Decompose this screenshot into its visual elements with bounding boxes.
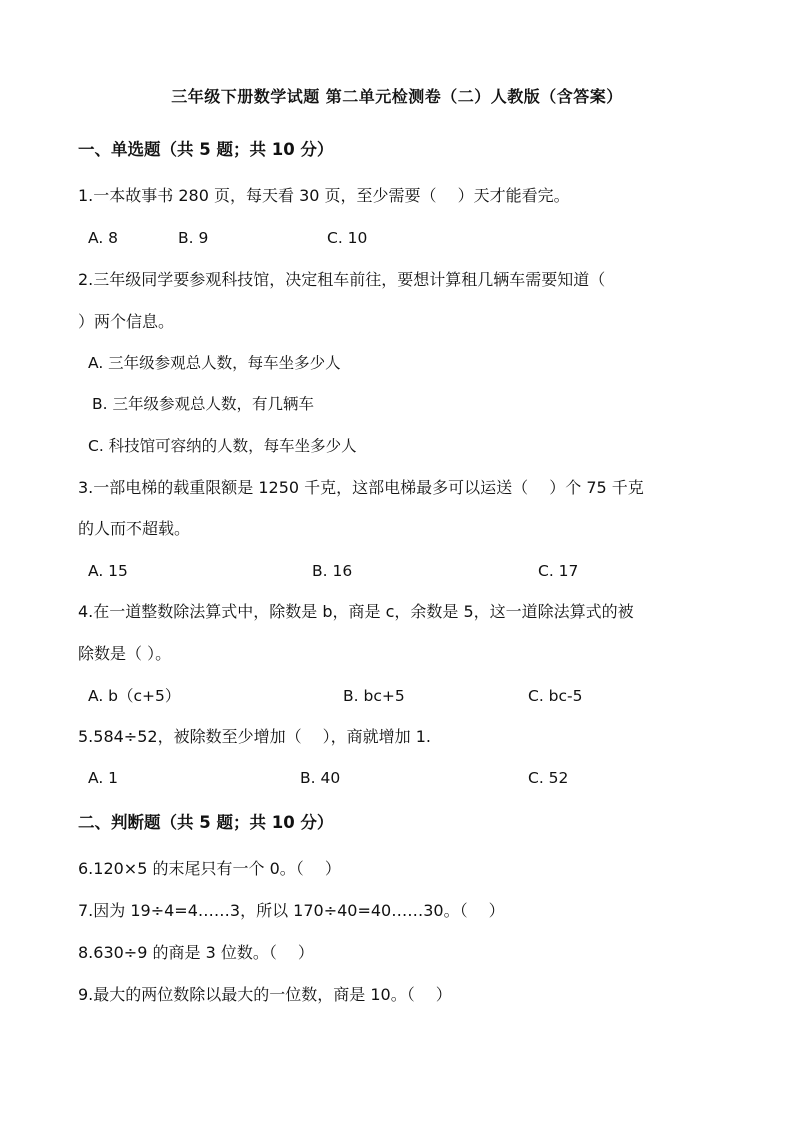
question-8-text: 8.630÷9 的商是 3 位数。（ ） — [78, 943, 314, 962]
question-3-option-c: C. 17 — [538, 562, 579, 580]
question-1-option-a: A. 8 — [88, 229, 119, 247]
question-5-text: 5.584÷52，被除数至少增加（ ），商就增加 1. — [78, 727, 432, 746]
section-heading-true-false: 二、判断题（共 5 题；共 10 分） — [78, 813, 334, 832]
question-3-option-a: A. 15 — [88, 562, 128, 580]
question-1-option-c: C. 10 — [327, 229, 368, 247]
question-2-option-c: C. 科技馆可容纳的人数，每车坐多少人 — [88, 437, 357, 455]
question-4-option-b: B. bc+5 — [343, 687, 405, 705]
question-5-option-c: C. 52 — [528, 769, 569, 787]
question-3-option-b: B. 16 — [312, 562, 353, 580]
section-heading-single-choice: 一、单选题（共 5 题；共 10 分） — [78, 140, 334, 159]
question-5-option-b: B. 40 — [300, 769, 341, 787]
question-6-text: 6.120×5 的末尾只有一个 0。（ ） — [78, 859, 341, 878]
question-4-option-a: A. b（c+5） — [88, 687, 181, 705]
question-4-text-line-2: 除数是（ ）。 — [78, 644, 172, 663]
question-5-option-a: A. 1 — [88, 769, 119, 787]
question-2-text-line-2: ）两个信息。 — [78, 312, 175, 331]
question-4-text-line-1: 4.在一道整数除法算式中，除数是 b，商是 c，余数是 5，这一道除法算式的被 — [78, 602, 634, 621]
question-7-text: 7.因为 19÷4=4……3，所以 170÷40=40……30。（ ） — [78, 901, 505, 920]
question-1-text: 1.一本故事书 280 页，每天看 30 页，至少需要（ ）天才能看完。 — [78, 186, 570, 205]
question-3-text-line-2: 的人而不超载。 — [78, 519, 191, 538]
question-3-text-line-1: 3.一部电梯的载重限额是 1250 千克，这部电梯最多可以运送（ ）个 75 千克 — [78, 478, 644, 497]
question-2-option-b: B. 三年级参观总人数，有几辆车 — [92, 395, 314, 413]
question-1-option-b: B. 9 — [178, 229, 209, 247]
question-4-option-c: C. bc-5 — [528, 687, 583, 705]
question-2-text-line-1: 2.三年级同学要参观科技馆，决定租车前往，要想计算租几辆车需要知道（ — [78, 270, 606, 289]
page-title: 三年级下册数学试题 第二单元检测卷（二）人教版（含答案） — [171, 87, 623, 106]
question-2-option-a: A. 三年级参观总人数，每车坐多少人 — [88, 354, 341, 372]
question-9-text: 9.最大的两位数除以最大的一位数，商是 10。（ ） — [78, 985, 452, 1004]
